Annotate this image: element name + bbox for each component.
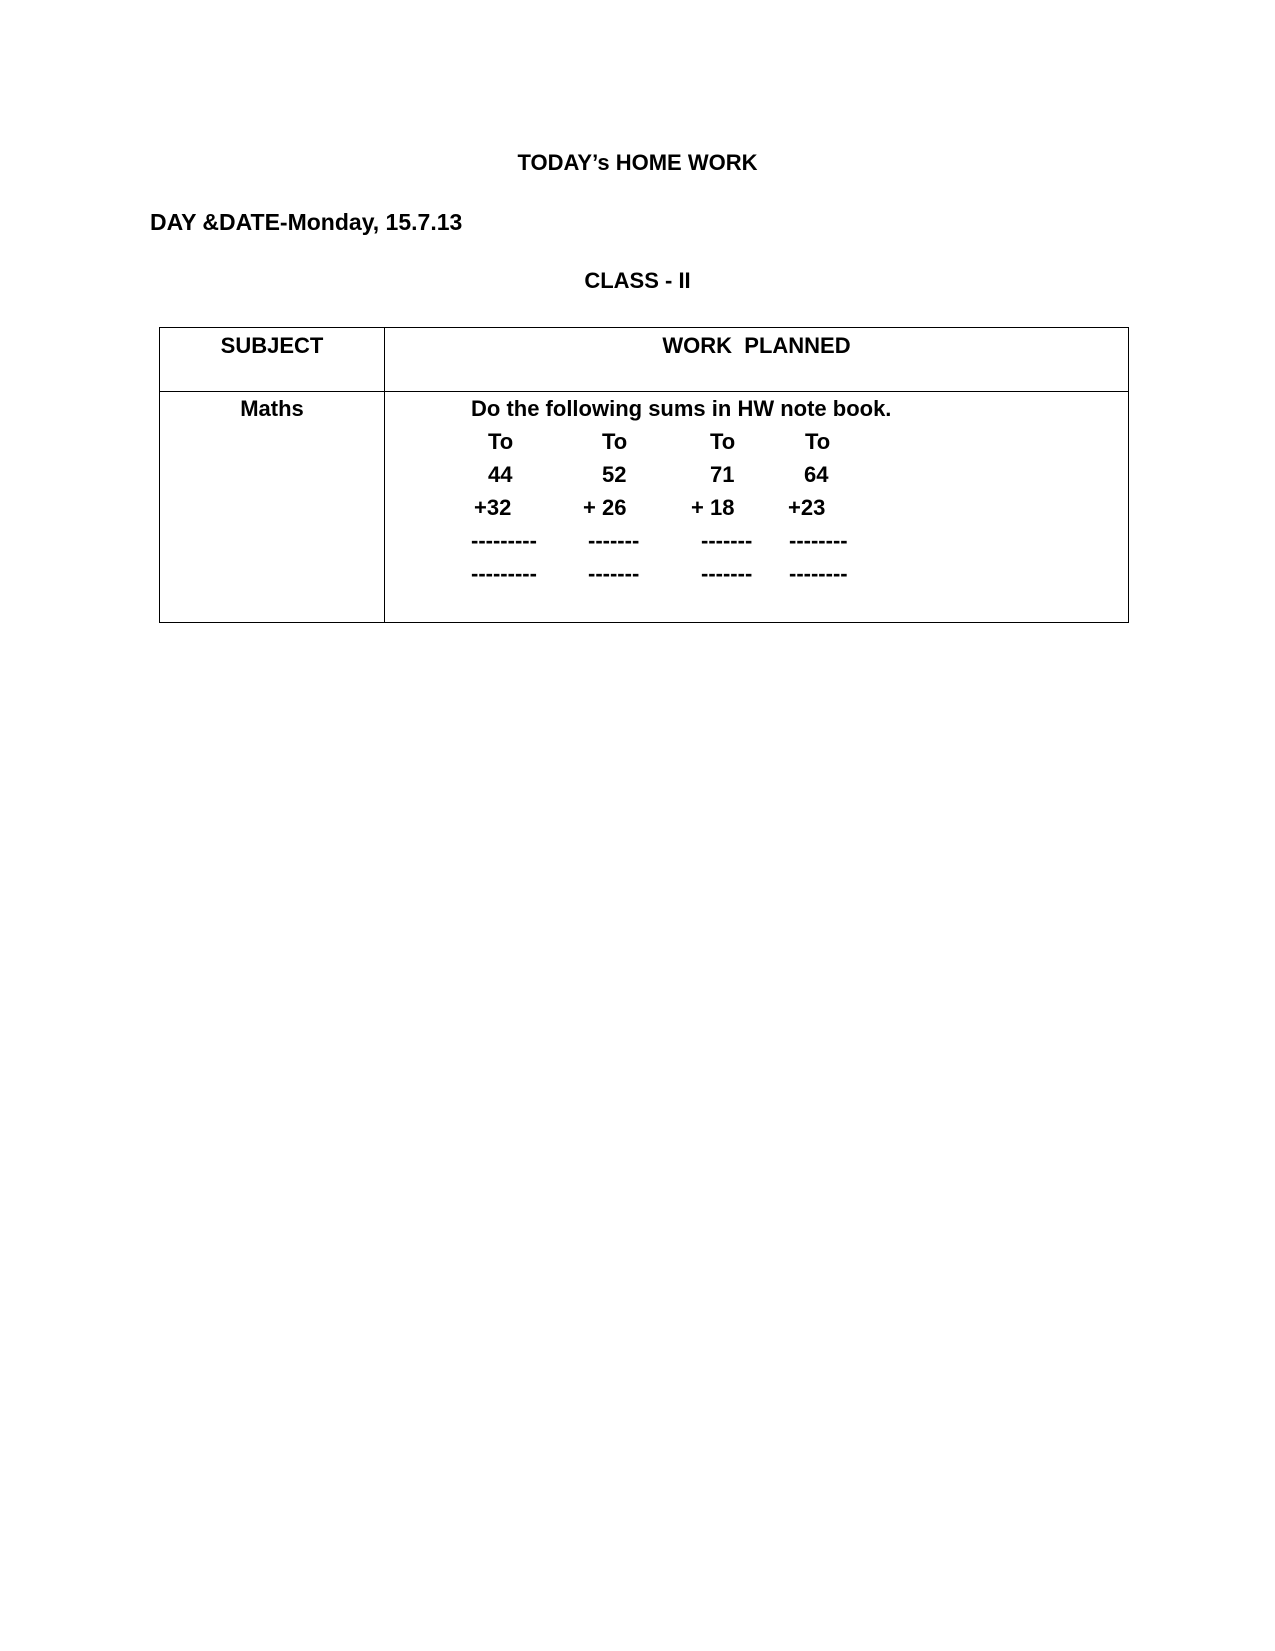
- subject-cell: Maths: [160, 392, 385, 623]
- sum-2-top-number: 52: [602, 462, 627, 487]
- day-date: DAY &DATE-Monday, 15.7.13: [150, 209, 463, 235]
- page-title: TODAY’s HOME WORK: [517, 150, 758, 175]
- sum-4-line-1: --------: [789, 528, 848, 553]
- sum-1-line-1: ---------: [471, 528, 537, 553]
- homework-table: [159, 327, 1129, 623]
- sum-3-top-number: 71: [710, 462, 735, 487]
- sum-1-label: To: [488, 429, 514, 454]
- table-row: [160, 392, 1129, 623]
- sum-3-line-1: -------: [701, 528, 753, 553]
- table-header-row: [160, 328, 1129, 392]
- sum-3-addend: + 18: [691, 495, 735, 520]
- sum-1-addend: +32: [474, 495, 512, 520]
- column-header-subject: SUBJECT: [160, 328, 385, 392]
- sum-1-top-number: 44: [488, 462, 513, 487]
- sum-3-label: To: [710, 429, 736, 454]
- sum-1-line-2: ---------: [471, 561, 537, 586]
- sum-2-line-1: -------: [588, 528, 640, 553]
- sum-4-line-2: --------: [789, 561, 848, 586]
- class-label: CLASS - II: [584, 268, 691, 293]
- sum-2-line-2: -------: [588, 561, 640, 586]
- column-header-work-planned: WORK PLANNED: [385, 328, 1129, 392]
- work-planned-cell: [385, 392, 1129, 623]
- sum-3-line-2: -------: [701, 561, 753, 586]
- sum-2-label: To: [602, 429, 628, 454]
- sum-4-top-number: 64: [804, 462, 829, 487]
- sum-2-addend: + 26: [583, 495, 627, 520]
- instruction-text: Do the following sums in HW note book.: [471, 396, 892, 421]
- sum-4-addend: +23: [788, 495, 826, 520]
- sum-4-label: To: [805, 429, 831, 454]
